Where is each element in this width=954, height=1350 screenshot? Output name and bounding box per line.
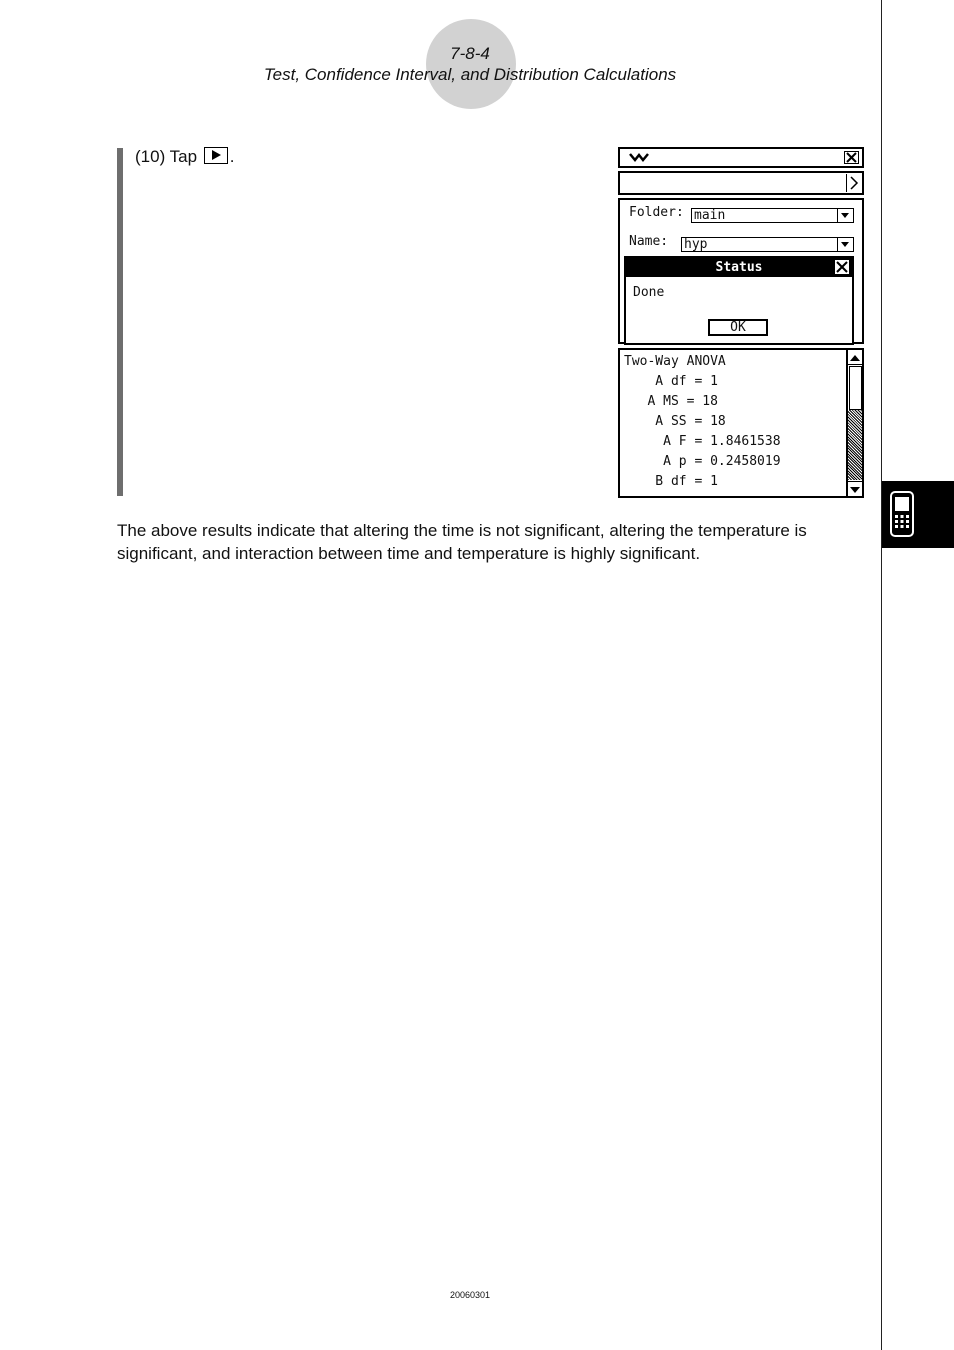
results-scrollbar[interactable]: [846, 350, 862, 496]
name-value: hyp: [684, 237, 708, 252]
chevron-down-icon[interactable]: [837, 209, 853, 222]
ok-button[interactable]: OK: [708, 319, 768, 336]
scroll-right-icon[interactable]: [846, 174, 861, 192]
footer-code: 20060301: [449, 1290, 491, 1300]
dialog-title: Status: [715, 260, 763, 275]
result-line: A F = 1.8461538: [624, 434, 781, 449]
results-panel: [618, 348, 864, 498]
scroll-up-icon[interactable]: [848, 350, 862, 365]
close-icon[interactable]: [835, 260, 849, 274]
result-line: A MS = 18: [624, 394, 718, 409]
folder-dropdown[interactable]: [691, 208, 854, 223]
menu-chevron-icon[interactable]: [628, 152, 650, 164]
body-paragraph: The above results indicate that altering the time is not significant, altering the temperature is significant, and interaction between time and temperature is highly significant.: [117, 521, 807, 563]
result-line: A p = 0.2458019: [624, 454, 781, 469]
scroll-down-icon[interactable]: [848, 481, 862, 495]
play-right-icon: [204, 147, 228, 164]
result-line: Two-Way ANOVA: [624, 354, 726, 369]
header-circle: [426, 19, 516, 109]
calculator-icon: [890, 491, 914, 537]
step-suffix: .: [229, 147, 235, 166]
step-bar: [117, 148, 123, 496]
margin-rule: [881, 0, 882, 1350]
result-line: A df = 1: [624, 374, 718, 389]
page-number: 7-8-4: [450, 44, 490, 63]
dialog-message: Done: [633, 285, 665, 300]
result-line: B df = 1: [624, 474, 718, 489]
scroll-thumb[interactable]: [849, 366, 862, 410]
input-bar[interactable]: [618, 171, 864, 195]
page-title: Test, Confidence Interval, and Distribution Calculations: [263, 65, 677, 84]
folder-value: main: [694, 208, 726, 223]
close-icon[interactable]: [844, 151, 859, 164]
name-dropdown[interactable]: [681, 237, 854, 252]
dialog-title-bar: [626, 258, 852, 277]
step-text: (10) Tap: [135, 147, 198, 166]
chapter-tab: [882, 481, 954, 548]
folder-label: Folder:: [629, 205, 684, 220]
scroll-track[interactable]: [848, 410, 862, 480]
name-label: Name:: [629, 234, 669, 249]
step-instruction: [135, 147, 235, 167]
result-line: A SS = 18: [624, 414, 726, 429]
toolbar: [618, 147, 864, 168]
chevron-down-icon[interactable]: [837, 238, 853, 251]
calculator-screen: [618, 147, 864, 498]
status-dialog: [624, 256, 854, 345]
